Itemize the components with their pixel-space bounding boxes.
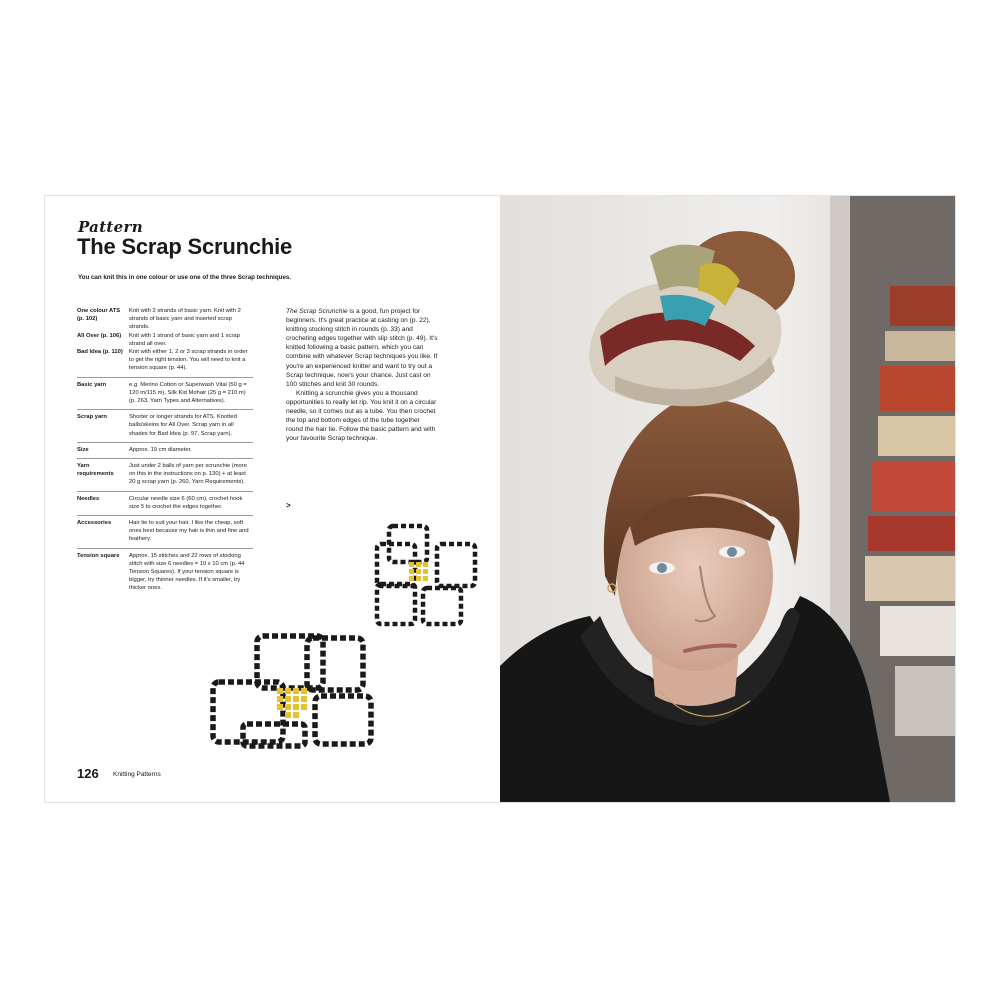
left-page: [45, 196, 499, 802]
section-kicker: Pattern: [78, 218, 143, 236]
spec-value: Shorter or longer strands for ATS. Knotted balls/skeins for All Over. Scrap yarn in all shades for Bad Idea (p. 97, Scrap yarn).: [129, 410, 253, 443]
book-spread: [45, 196, 955, 802]
page-title: The Scrap Scrunchie: [77, 234, 293, 259]
right-iris: [727, 547, 737, 557]
spec-value: Circular needle size 6 (60 cm), crochet hook size 5 to crochet the edges together.: [129, 491, 253, 515]
portrait-photo: [500, 196, 955, 802]
spec-key: Needles: [77, 491, 129, 515]
continue-arrow: >: [286, 501, 291, 510]
spec-key: Tension square: [77, 548, 129, 593]
spec-value: Hair tie to suit your hair. I like the cheap, soft ones best because my hair is thin and fine and feathery.: [129, 516, 253, 549]
spec-value: Approx. 19 cm diameter.: [129, 442, 253, 458]
body-title-italic: The Scrap Scrunchie: [286, 308, 348, 315]
body-paragraph-2: Knitting a scrunchie gives you a thousand opportunities to really let rip. You knit it on a circular needle, so it comes out as a tube. You then crochet the top and bottom edges of the tube together round the hair tie. Follow the basic pattern and with your favourite Scrap technique.: [286, 389, 437, 443]
spec-value: Knit with either 1, 2 or 3 scrap strands in order to get the right tension. You will need to knit a tension square (p. 44).: [129, 349, 248, 372]
spec-value: Knit with 1 strand of basic yarn and 1 scrap strand all over.: [129, 332, 240, 347]
spec-key: Size: [77, 442, 129, 458]
section-name: Knitting Patterns: [113, 771, 161, 778]
spec-key: One colour ATS (p. 102): [77, 308, 121, 323]
spec-value: Approx. 15 stitches and 22 rows of stocking stitch with size 6 needles = 10 x 10 cm (p. 44 Tension Squares). If your tension square is bigger, try thinner needles. If it's smaller, try thicker ones.: [129, 548, 253, 593]
spec-value: Just under 2 balls of yarn per scrunchie (more on this in the instructions on p. 130) + at least 20 g scrap yarn (p. 260, Yarn Requirements).: [129, 459, 253, 492]
knitted-flowers-illustration: [45, 196, 499, 802]
body-paragraph-1-text: is a good, fun project for beginners. It's great practice at casting on (p. 22), knitting stocking stitch in rounds (p. 33) and crocheting edges together with slip stitch (p. 49). It's knitted following a basic pattern, which you can combine with whatever Scrap techniques you like. If you're an experienced knitter and want to try out a Scrap technique, now's your chance. Just cast on 100 stitches and knit 30 rounds.: [286, 308, 438, 388]
spec-key: Yarn requirements: [77, 459, 129, 492]
spec-value: Knit with 2 strands of basic yarn. Knit with 2 strands of basic yarn and inserted scrap strands.: [129, 308, 241, 331]
large-flower-icon: [213, 636, 371, 746]
intro-text: You can knit this in one colour or use one of the three Scrap techniques.: [78, 274, 292, 281]
page-number: 126: [77, 766, 99, 781]
spec-key: Bad Idea (p. 110): [77, 349, 123, 356]
spec-key: Accessories: [77, 516, 129, 549]
small-flower-icon: [377, 526, 475, 624]
spec-key: Basic yarn: [77, 377, 129, 410]
spec-value: e.g. Merino Cotton or Superwash Vital (50 g = 120 m/115 m), Silk Kid Mohair (25 g = 210 m) (p. 263, Yarn Types and Alternatives).: [129, 377, 253, 410]
photo-page: [500, 196, 955, 802]
left-iris: [657, 563, 667, 573]
spec-key: Scrap yarn: [77, 410, 129, 443]
spec-key: All Over (p. 106): [77, 332, 122, 339]
small-flower-center-icon: [409, 562, 428, 581]
